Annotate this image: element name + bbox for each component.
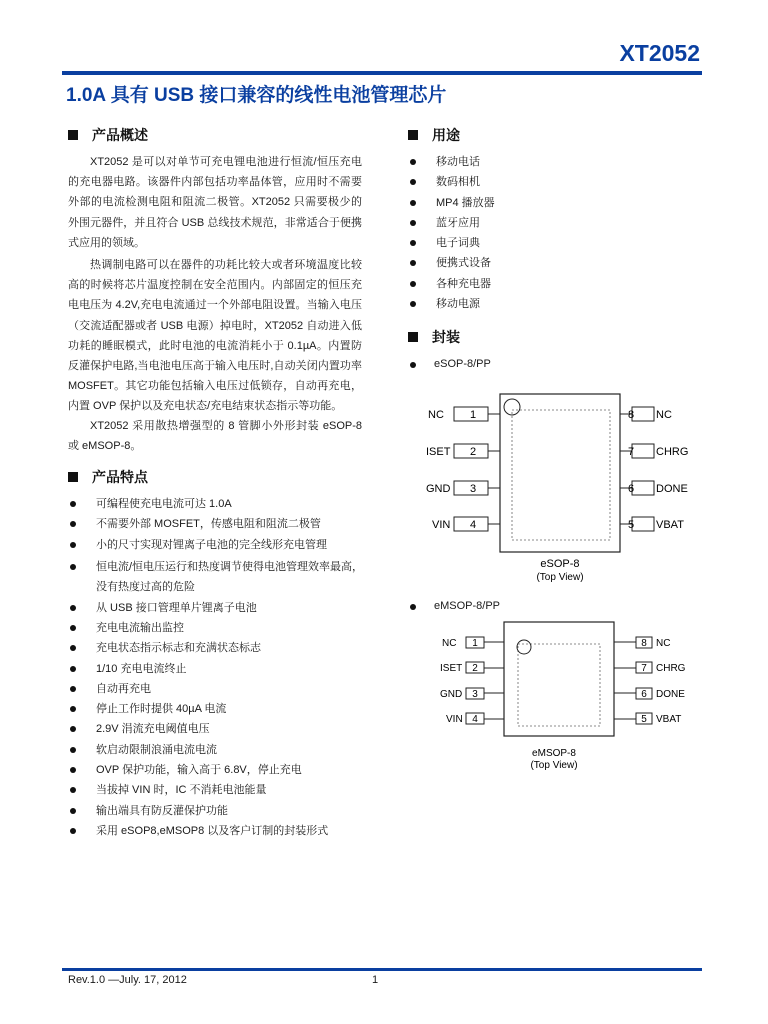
- feature-item: 停止工作时提供 40µA 电流: [68, 701, 368, 717]
- feature-item: 充电电流输出监控: [68, 620, 368, 636]
- pin-number: 2: [469, 446, 477, 458]
- pin-name: ISET: [426, 446, 451, 458]
- pin-number: 1: [469, 409, 477, 421]
- overview-paragraph-3: XT2052 采用散热增强型的 8 管脚小外形封装 eSOP-8 或 eMSOP-8。: [68, 420, 362, 453]
- packages-heading: [408, 327, 460, 347]
- emsop8-label: eMSOP-8/PP: [408, 600, 500, 612]
- features-list: [68, 496, 368, 843]
- overview-paragraph-1: XT2052 是可以对单节可充电锂电池进行恒流/恒压充电的充电器电路。该器件内部包括功率晶体管，应用时不需要外部的电流检测电阻和阻流二极管。XT2052 只需要极少的外围元器件，并且符合 USB 总线技术规范，非常适合于便携式应用的领域。: [68, 156, 362, 249]
- heading-square-icon: [408, 332, 418, 342]
- esop8-left-pins: [426, 407, 500, 531]
- applications-heading-text: 用途: [432, 127, 460, 143]
- header-rule: [62, 71, 702, 75]
- application-item: 便携式设备: [408, 255, 688, 271]
- pin-number: 3: [472, 689, 478, 700]
- pin-name: CHRG: [656, 446, 689, 458]
- pin-name: DONE: [656, 483, 688, 495]
- applications-heading: [408, 125, 460, 145]
- emsop8-body: [504, 622, 614, 736]
- pin-number: 8: [627, 409, 635, 421]
- feature-item: 输出端具有防反灌保护功能: [68, 803, 368, 819]
- heading-square-icon: [68, 472, 78, 482]
- part-number: XT2052: [619, 40, 700, 66]
- feature-item: 采用 eSOP8,eMSOP8 以及客户订制的封装形式: [68, 823, 368, 839]
- features-heading-text: 产品特点: [92, 469, 148, 485]
- overview-heading-text: 产品概述: [92, 127, 148, 143]
- esop8-label: eSOP-8/PP: [408, 358, 491, 370]
- pin-number: 8: [641, 638, 647, 649]
- pin-name: VIN: [446, 714, 463, 725]
- emsop8-left-pins: [440, 637, 504, 725]
- pin-name: ISET: [440, 663, 463, 674]
- feature-item: 2.9V 涓流充电阈值电压: [68, 721, 368, 737]
- esop8-pinout-diagram: [420, 390, 700, 590]
- pin-number: 5: [627, 519, 635, 531]
- pin-number: 4: [472, 714, 478, 725]
- esop8-thermal-pad: [512, 410, 610, 540]
- overview-paragraph-2: 热调制电路可以在器件的功耗比较大或者环境温度比较高的时候将芯片温度控制在安全范围内。内部固定的恒压充电电压为 4.2V,充电电流通过一个外部电阻设置。当输入电压（交流适配器或者 USB 电源）掉电时，XT2052 自动进入低功耗的睡眠模式，此时电池的电流消耗小于 0.1µA。内置防反灌保护电路,当电池电压高于输入电压时,自动关闭内置功率 MOSFET。其它功能包括输入电压过低锁存，自动再充电，内置 OVP 保护以及充电状态/充电结束状态指示等功能。: [68, 259, 362, 413]
- esop8-view-label: (Top View): [536, 572, 584, 583]
- feature-item: 当拔掉 VIN 时，IC 不消耗电池能量: [68, 782, 368, 798]
- footer-rule: [62, 968, 702, 971]
- application-item: 电子词典: [408, 235, 688, 251]
- application-item: 移动电源: [408, 296, 688, 312]
- features-heading: [68, 467, 148, 487]
- pin-name: NC: [428, 409, 444, 421]
- pin-name: NC: [442, 638, 457, 649]
- feature-item: 恒电流/恒电压运行和热度调节使得电池管理效率最高，没有热度过高的危险: [68, 557, 368, 598]
- application-item: 数码相机: [408, 174, 688, 190]
- pin-name: VBAT: [656, 519, 684, 531]
- esop8-body: [500, 394, 620, 552]
- pin-number: 3: [469, 483, 477, 495]
- feature-item: 不需要外部 MOSFET，传感电阻和阻流二极管: [68, 516, 368, 532]
- application-item: 蓝牙应用: [408, 215, 688, 231]
- pin-name: NC: [656, 409, 672, 421]
- emsop8-caption: eMSOP-8: [532, 748, 576, 759]
- applications-list: [408, 154, 688, 316]
- emsop8-right-pins: [614, 637, 686, 725]
- feature-item: 1/10 充电电流终止: [68, 661, 368, 677]
- pin-name: DONE: [656, 689, 685, 700]
- pin-number: 7: [627, 446, 635, 458]
- feature-item: 软启动限制浪涌电流电流: [68, 742, 368, 758]
- feature-item: 从 USB 接口管理单片锂离子电池: [68, 600, 368, 616]
- pin1-marker-icon: [517, 640, 531, 654]
- esop8-caption: eSOP-8: [540, 558, 580, 570]
- overview-heading: [68, 125, 148, 145]
- pin-name: GND: [426, 483, 451, 495]
- pin-number: 2: [472, 663, 478, 674]
- pin-name: VIN: [432, 519, 451, 531]
- heading-square-icon: [68, 130, 78, 140]
- application-item: MP4 播放器: [408, 195, 688, 211]
- pin-number: 4: [469, 519, 477, 531]
- pin-number: 5: [641, 714, 647, 725]
- application-item: 移动电话: [408, 154, 688, 170]
- emsop8-view-label: (Top View): [530, 760, 578, 771]
- emsop8-thermal-pad: [518, 644, 600, 726]
- page-number: 1: [372, 974, 379, 986]
- packages-heading-text: 封装: [432, 329, 460, 345]
- esop8-right-pins: [620, 407, 688, 531]
- page-title: 1.0A 具有 USB 接口兼容的线性电池管理芯片: [66, 85, 447, 106]
- pin-number: 6: [641, 689, 647, 700]
- heading-square-icon: [408, 130, 418, 140]
- feature-item: OVP 保护功能，输入高于 6.8V，停止充电: [68, 762, 368, 778]
- application-item: 各种充电器: [408, 276, 688, 292]
- feature-item: 充电状态指示标志和充满状态标志: [68, 640, 368, 656]
- pin-name: GND: [440, 689, 463, 700]
- pin-name: NC: [656, 638, 671, 649]
- feature-item: 可编程使充电电流可达 1.0A: [68, 496, 368, 512]
- emsop8-pinout-diagram: [420, 618, 700, 774]
- pin-name: CHRG: [656, 663, 686, 674]
- pin-number: 6: [627, 483, 635, 495]
- footer-revision: Rev.1.0 —July. 17, 2012: [68, 974, 187, 986]
- feature-item: 自动再充电: [68, 681, 368, 697]
- pin-number: 7: [641, 663, 647, 674]
- pin-name: VBAT: [656, 714, 682, 725]
- feature-item: 小的尺寸实现对锂离子电池的完全线形充电管理: [68, 537, 368, 553]
- pin-number: 1: [472, 638, 478, 649]
